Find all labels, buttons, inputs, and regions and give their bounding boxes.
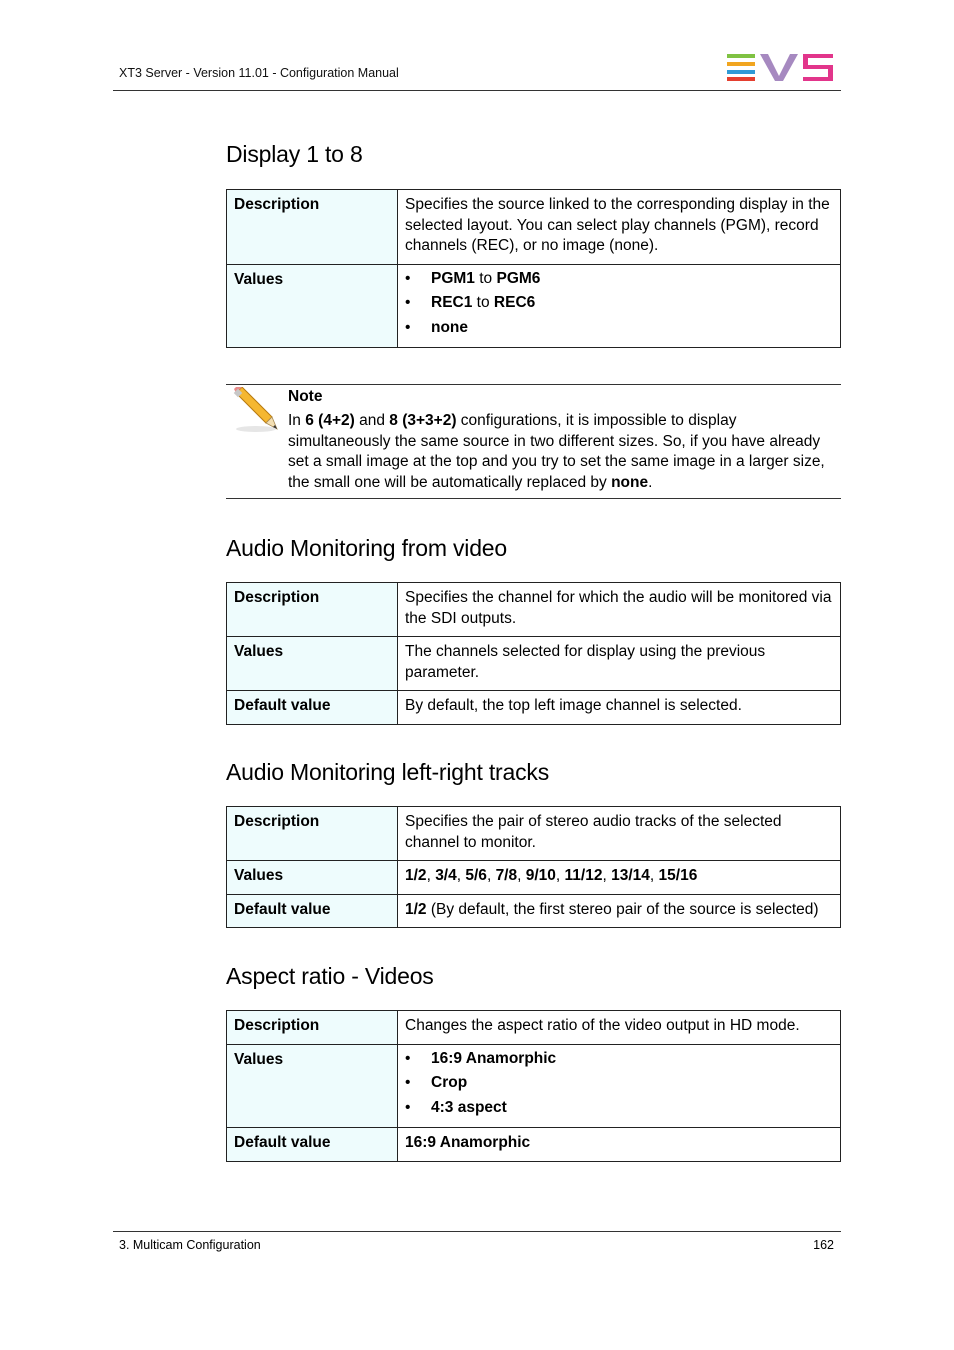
description-value: Specifies the channel for which the audio will be monitored via the SDI outputs. [398, 583, 841, 637]
audio-video-parameter-table [226, 582, 841, 725]
list-item: • PGM1 to PGM6 [405, 267, 833, 292]
values-cell [398, 1044, 841, 1128]
header-divider [113, 90, 841, 91]
page-number: 162 [813, 1238, 834, 1252]
footer-chapter: 3. Multicam Configuration [119, 1238, 261, 1252]
table-row [227, 1011, 841, 1045]
table-row [227, 264, 841, 348]
section-heading-audio-tracks: Audio Monitoring left-right tracks [226, 759, 550, 785]
default-value: By default, the top left image channel is selected. [398, 691, 841, 725]
values-list [405, 1047, 833, 1121]
list-item: • 4:3 aspect [405, 1096, 833, 1121]
values-label: Values [227, 637, 398, 691]
description-label: Description [227, 1011, 398, 1045]
values-value: The channels selected for display using the previous parameter. [398, 637, 841, 691]
description-value: Changes the aspect ratio of the video output in HD mode. [398, 1011, 841, 1045]
table-row [227, 691, 841, 725]
table-row [227, 894, 841, 928]
table-row [227, 1128, 841, 1162]
values-label: Values [227, 264, 398, 348]
description-label: Description [227, 190, 398, 265]
table-row [227, 807, 841, 861]
evs-logo [727, 54, 834, 87]
default-label: Default value [227, 691, 398, 725]
table-row [227, 861, 841, 895]
list-item: • 16:9 Anamorphic [405, 1047, 833, 1072]
values-label: Values [227, 1044, 398, 1128]
table-row [227, 1044, 841, 1128]
note-title: Note [288, 388, 323, 405]
section-heading-aspect-ratio: Aspect ratio - Videos [226, 963, 434, 989]
values-cell [398, 264, 841, 348]
footer-divider [113, 1231, 841, 1232]
default-label: Default value [227, 1128, 398, 1162]
description-label: Description [227, 583, 398, 637]
section-heading-audio-video: Audio Monitoring from video [226, 535, 507, 561]
note-box [226, 384, 841, 499]
list-item: • none [405, 316, 833, 341]
document-title: XT3 Server - Version 11.01 - Configuration Manual [119, 66, 399, 80]
description-value: Specifies the source linked to the corresponding display in the selected layout. You can select play channels (PGM), record channels (REC), or no image (none). [398, 190, 841, 265]
table-row [227, 190, 841, 265]
display-parameter-table [226, 189, 841, 348]
audio-tracks-parameter-table [226, 806, 841, 928]
default-value: 16:9 Anamorphic [398, 1128, 841, 1162]
table-row [227, 583, 841, 637]
list-item: • REC1 to REC6 [405, 291, 833, 316]
aspect-ratio-parameter-table [226, 1010, 841, 1162]
description-value: Specifies the pair of stereo audio tracks of the selected channel to monitor. [398, 807, 841, 861]
values-value: 1/2, 3/4, 5/6, 7/8, 9/10, 11/12, 13/14, 15/16 [398, 861, 841, 895]
values-list [405, 267, 833, 341]
list-item: • Crop [405, 1071, 833, 1096]
default-value: 1/2 (By default, the first stereo pair of the source is selected) [398, 894, 841, 928]
description-label: Description [227, 807, 398, 861]
section-heading-display: Display 1 to 8 [226, 141, 363, 167]
note-text: In 6 (4+2) and 8 (3+3+2) configurations, it is impossible to display simultaneously the same source in two different sizes. So, if you have already set a small image at the top and you try to set the same image in a larger size, the small one will be automatically replaced by none. [288, 412, 825, 491]
table-row [227, 637, 841, 691]
default-label: Default value [227, 894, 398, 928]
values-label: Values [227, 861, 398, 895]
pencil-icon [232, 387, 280, 438]
